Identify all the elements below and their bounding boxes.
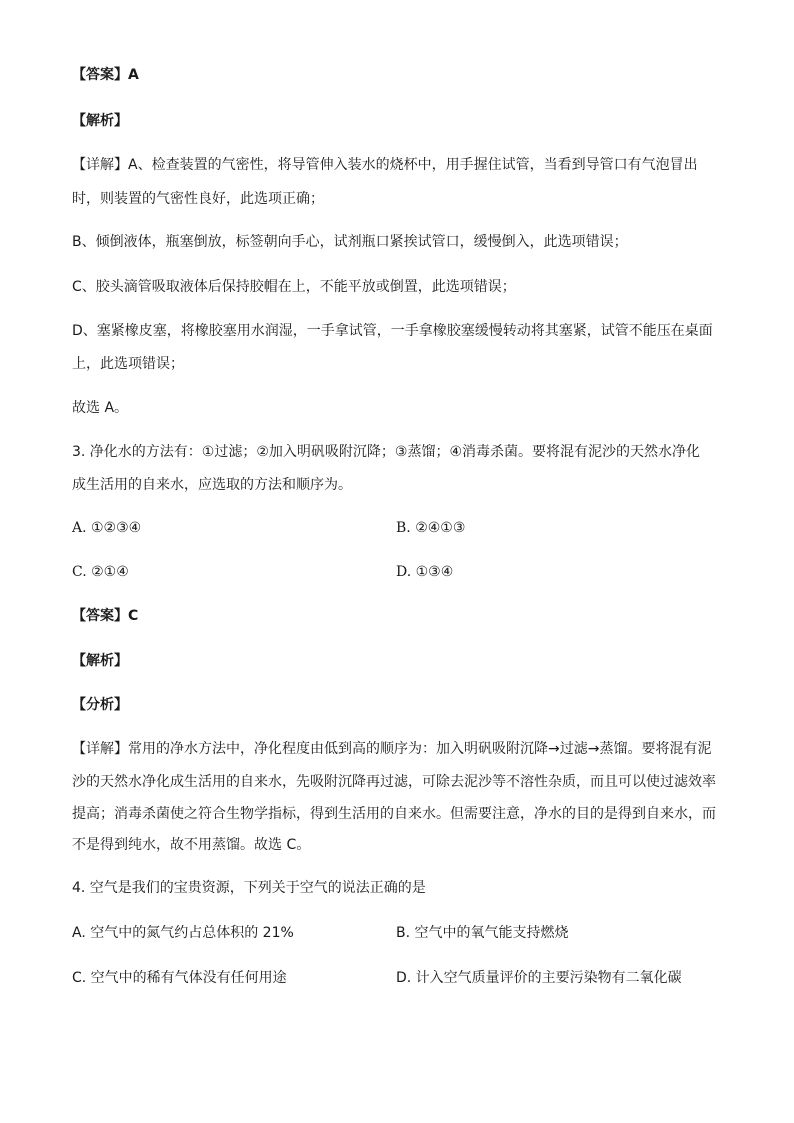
- q3-option-c: C. ②①④: [72, 564, 129, 580]
- q2-analysis-label: 【解析】: [72, 113, 128, 129]
- q3-detail-line-3: 提高；消毒杀菌使之符合生物学指标，得到生活用的自来水。但需要注意，净水的目的是得到自来水，而: [72, 806, 716, 822]
- q2-conclusion: 故选 A。: [72, 400, 129, 416]
- q3-stem-line-1: 3. 净化水的方法有：①过滤；②加入明矾吸附沉降；③蒸馏；④消毒杀菌。要将混有泥沙的天然水净化: [72, 444, 701, 460]
- q3-answer: 【答案】C: [72, 608, 139, 624]
- q2-option-c-explanation: C、胶头滴管吸取液体后保持胶帽在上，不能平放或倒置，此选项错误；: [72, 279, 516, 295]
- q3-option-d: D. ①③④: [396, 564, 454, 580]
- q3-detail-line-1: 【详解】常用的净水方法中，净化程度由低到高的顺序为：加入明矾吸附沉降→过滤→蒸馏。要将混有泥: [72, 741, 712, 757]
- q2-detail-line-2: 时，则装置的气密性良好，此选项正确；: [72, 191, 324, 207]
- q2-detail-line-1: 【详解】A、检查装置的气密性，将导管伸入装水的烧杯中，用手握住试管，当看到导管口有气泡冒出: [72, 157, 698, 173]
- q3-detail-line-4: 不是得到纯水，故不用蒸馏。故选 C。: [72, 837, 311, 853]
- q4-option-c: C. 空气中的稀有气体没有任何用途: [72, 970, 287, 986]
- q4-stem: 4. 空气是我们的宝贵资源，下列关于空气的说法正确的是: [72, 880, 426, 896]
- q4-option-d: D. 计入空气质量评价的主要污染物有二氧化碳: [396, 970, 682, 986]
- q2-answer: 【答案】A: [72, 67, 139, 83]
- q2-option-b-explanation: B、倾倒液体，瓶塞倒放，标签朝向手心，试剂瓶口紧挨试管口，缓慢倒入，此选项错误；: [72, 234, 628, 250]
- q2-option-d-explanation-1: D、塞紧橡皮塞，将橡胶塞用水润湿，一手拿试管，一手拿橡胶塞缓慢转动将其塞紧，试管不能压在桌面: [72, 323, 713, 339]
- q3-stem-line-2: 成生活用的自来水，应选取的方法和顺序为。: [72, 477, 352, 493]
- q3-analysis-label: 【解析】: [72, 653, 128, 669]
- q2-option-d-explanation-2: 上，此选项错误；: [72, 356, 184, 372]
- q3-analysis-sub-label: 【分析】: [72, 697, 128, 713]
- q3-option-a: A. ①②③④: [72, 520, 142, 536]
- q4-option-a: A. 空气中的氮气约占总体积的 21%: [72, 925, 294, 941]
- q3-option-b: B. ②④①③: [396, 520, 466, 536]
- q4-option-b: B. 空气中的氧气能支持燃烧: [396, 925, 569, 941]
- q3-detail-line-2: 沙的天然水净化成生活用的自来水，先吸附沉降再过滤，可除去泥沙等不溶性杂质，而且可以使过滤效率: [72, 774, 716, 790]
